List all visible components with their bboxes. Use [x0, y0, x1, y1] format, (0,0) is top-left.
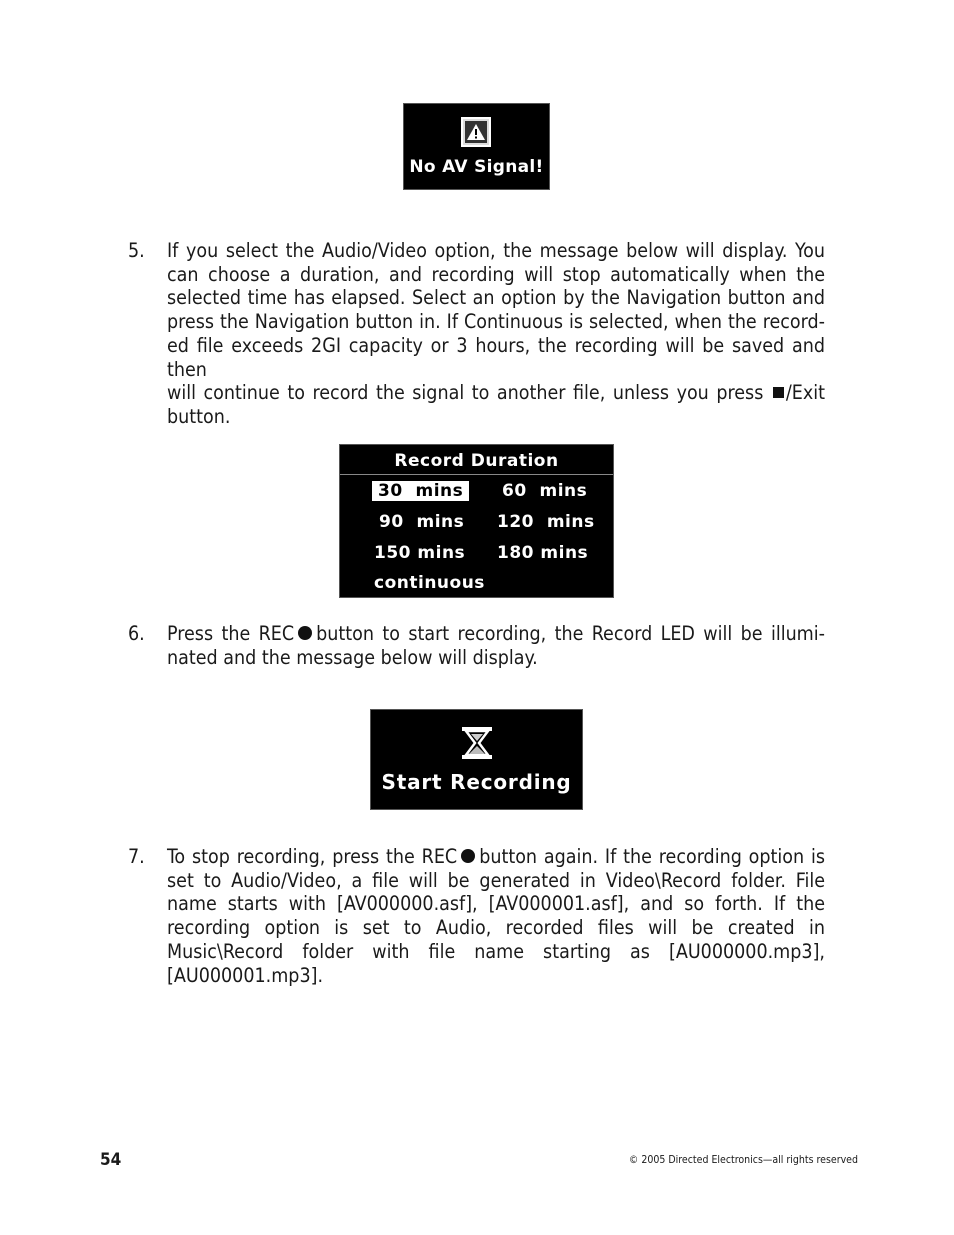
no-av-signal-screen: [403, 103, 550, 190]
warning-triangle-icon: [461, 117, 491, 147]
step-text-line: [AU000001.mp3].: [167, 963, 324, 987]
step-text-line: recording option is set to Audio, recorded files will be created in: [167, 916, 825, 940]
step-text-line: Music\Record folder with file name starting as [AU000000.mp3],: [167, 939, 825, 963]
step-text-fragment: /Exit: [785, 381, 826, 405]
step-number: 7.: [128, 845, 145, 868]
step-text-line: [167, 622, 825, 646]
hourglass-icon: [459, 725, 495, 761]
step-6: [128, 622, 825, 669]
duration-option-150[interactable]: 150 mins: [374, 543, 466, 563]
step-number: 5.: [128, 239, 145, 262]
step-text-line: can choose a duration, and recording will stop automatically when the: [167, 262, 825, 286]
stop-square-icon: [773, 387, 784, 398]
step-number: 6.: [128, 622, 145, 645]
copyright-notice: © 2005 Directed Electronics—all rights reserved: [628, 1154, 858, 1166]
step-text-fragment: To stop recording, press the REC: [167, 845, 458, 868]
duration-option-30-selected[interactable]: 30 mins: [372, 481, 469, 501]
step-text-fragment: button to start recording, the Record LED will be illumi-: [316, 622, 825, 645]
step-text-line: name starts with [AV000000.asf], [AV000001.asf], and so forth. If the: [167, 892, 825, 916]
step-text-line: press the Navigation button in. If Continuous is selected, when the record-: [167, 310, 825, 334]
record-duration-title: Record Duration: [394, 451, 559, 471]
step-text-line: button.: [167, 404, 231, 428]
step-text-line: [167, 845, 825, 869]
step-text-line: selected time has elapsed. Select an option by the Navigation button and: [167, 286, 825, 310]
duration-option-60[interactable]: 60 mins: [502, 481, 588, 501]
duration-option-120[interactable]: 120 mins: [497, 512, 595, 532]
step-text-line: ed file exceeds 2GI capacity or 3 hours, the recording will be saved and then: [167, 333, 825, 381]
title-divider: [340, 474, 613, 475]
step-text-fragment: Press the REC: [167, 622, 295, 645]
record-dot-icon: [298, 626, 312, 640]
duration-option-continuous[interactable]: continuous: [374, 573, 485, 593]
duration-option-180[interactable]: 180 mins: [497, 543, 589, 563]
step-text-line: set to Audio/Video, a file will be generated in Video\Record folder. File: [167, 868, 825, 892]
step-5: [128, 239, 825, 429]
step-text-fragment: button again. If the recording option is: [479, 845, 825, 868]
step-text-line: nated and the message below will display.: [167, 645, 538, 669]
record-duration-screen: [339, 444, 614, 598]
step-text-fragment: will continue to record the signal to another file, unless you press: [167, 381, 764, 405]
start-recording-message: Start Recording: [381, 770, 572, 794]
step-text-line: [167, 381, 825, 405]
page-number: 54: [100, 1150, 122, 1170]
step-7: [128, 845, 825, 987]
no-av-signal-message: No AV Signal!: [409, 157, 544, 177]
step-text-line: If you select the Audio/Video option, the message below will display. You: [167, 239, 825, 262]
start-recording-screen: [370, 709, 583, 810]
duration-option-90[interactable]: 90 mins: [379, 512, 465, 532]
record-dot-icon: [461, 849, 475, 863]
